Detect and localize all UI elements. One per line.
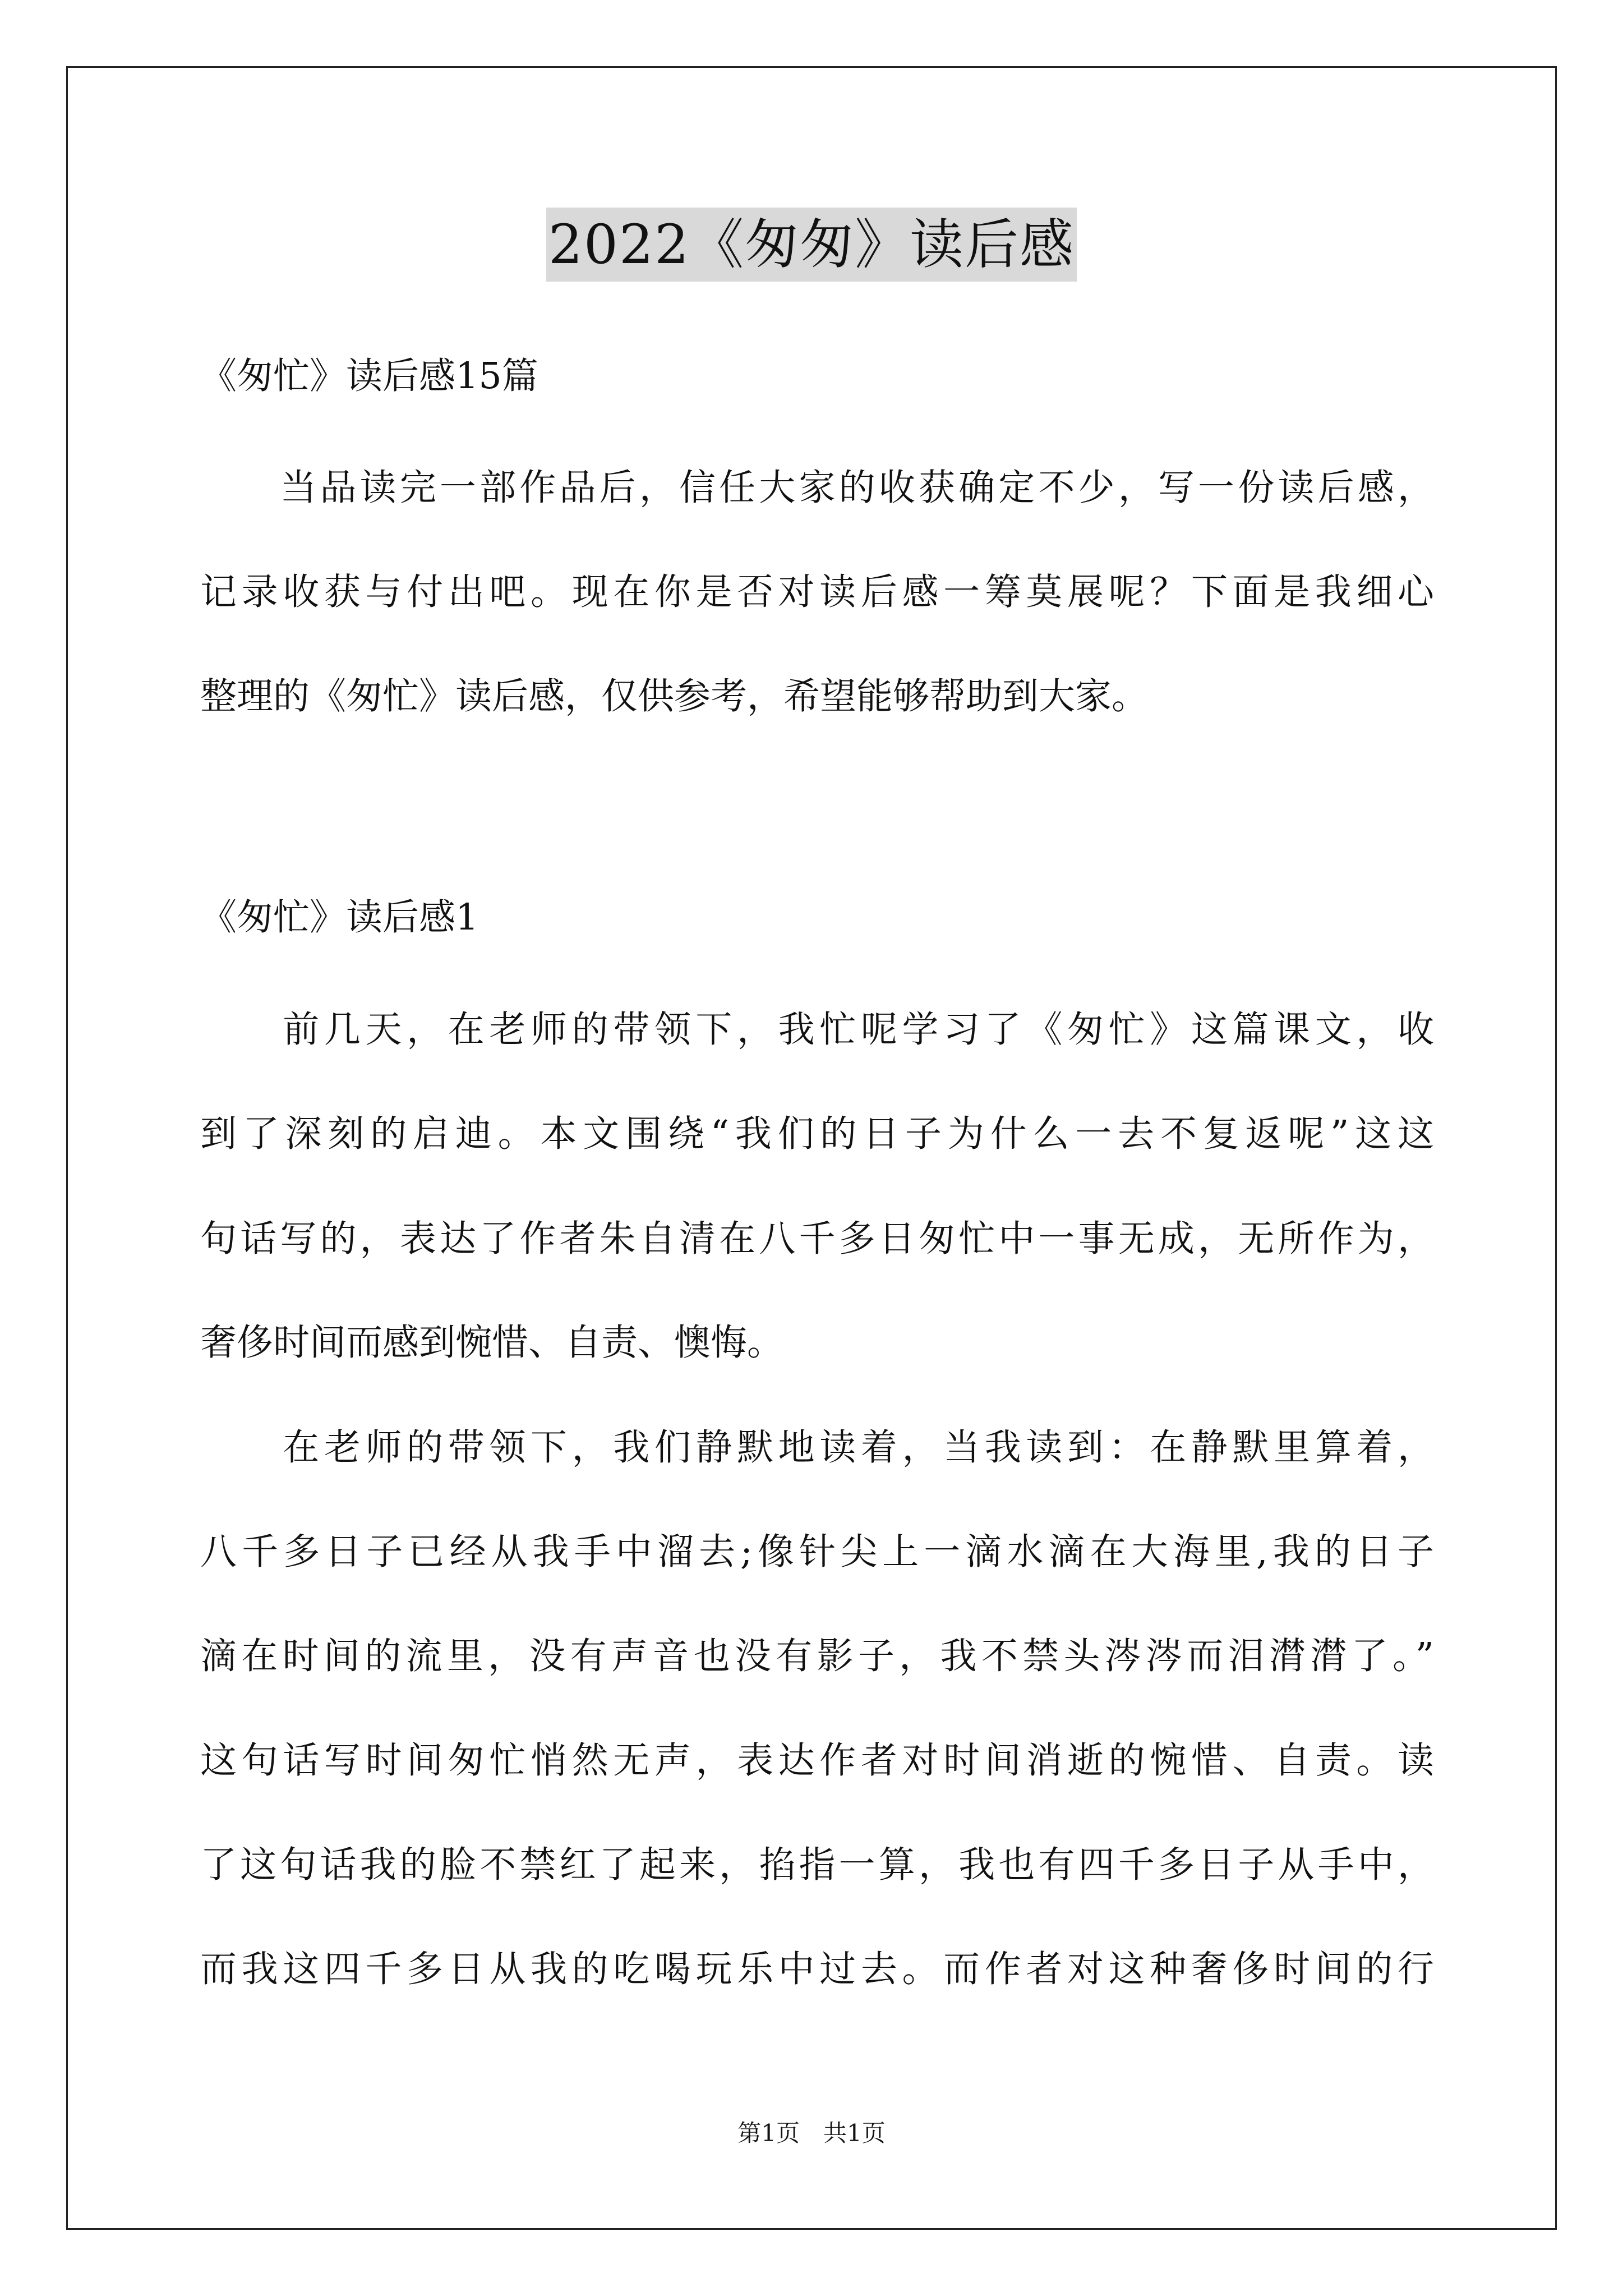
paragraph-line: 句话写的，表达了作者朱自清在八千多日匆忙中一事无成，无所作为， — [200, 1218, 1434, 1260]
paragraph-line: 了这句话我的脸不禁红了起来，掐指一算，我也有四千多日子从手中， — [200, 1844, 1434, 1886]
paragraph-line: 前几天，在老师的带领下，我忙呢学习了《匆忙》这篇课文，收 — [200, 1009, 1434, 1051]
paragraph-line: 在老师的带领下，我们静默地读着，当我读到：在静默里算着， — [200, 1427, 1434, 1469]
subtitle: 《匆忙》读后感15篇 — [200, 355, 538, 397]
intro-line: 记录收获与付出吧。现在你是否对读后感一筹莫展呢？下面是我细心 — [200, 571, 1434, 613]
page-footer: 第1页 共1页 — [737, 2119, 886, 2147]
paragraph-line: 奢侈时间而感到惋惜、自责、懊悔。 — [200, 1322, 784, 1364]
paragraph-line: 到了深刻的启迪。本文围绕“我们的日子为什么一去不复返呢”这这 — [200, 1113, 1434, 1155]
section-heading: 《匆忙》读后感1 — [200, 896, 479, 938]
title-container — [0, 208, 1623, 282]
paragraph-line: 八千多日子已经从我手中溜去;像针尖上一滴水滴在大海里,我的日子 — [200, 1531, 1434, 1573]
intro-line: 整理的《匆忙》读后感，仅供参考，希望能够帮助到大家。 — [200, 675, 1149, 717]
paragraph-line: 这句话写时间匆忙悄然无声，表达作者对时间消逝的惋惜、自责。读 — [200, 1740, 1434, 1782]
intro-line: 当品读完一部作品后，信任大家的收获确定不少，写一份读后感， — [200, 467, 1434, 509]
document-title: 2022《匆匆》读后感 — [546, 208, 1077, 282]
paragraph-line: 滴在时间的流里，没有声音也没有影子，我不禁头涔涔而泪潸潸了。” — [200, 1635, 1434, 1677]
paragraph-line: 而我这四千多日从我的吃喝玩乐中过去。而作者对这种奢侈时间的行 — [200, 1948, 1434, 1990]
